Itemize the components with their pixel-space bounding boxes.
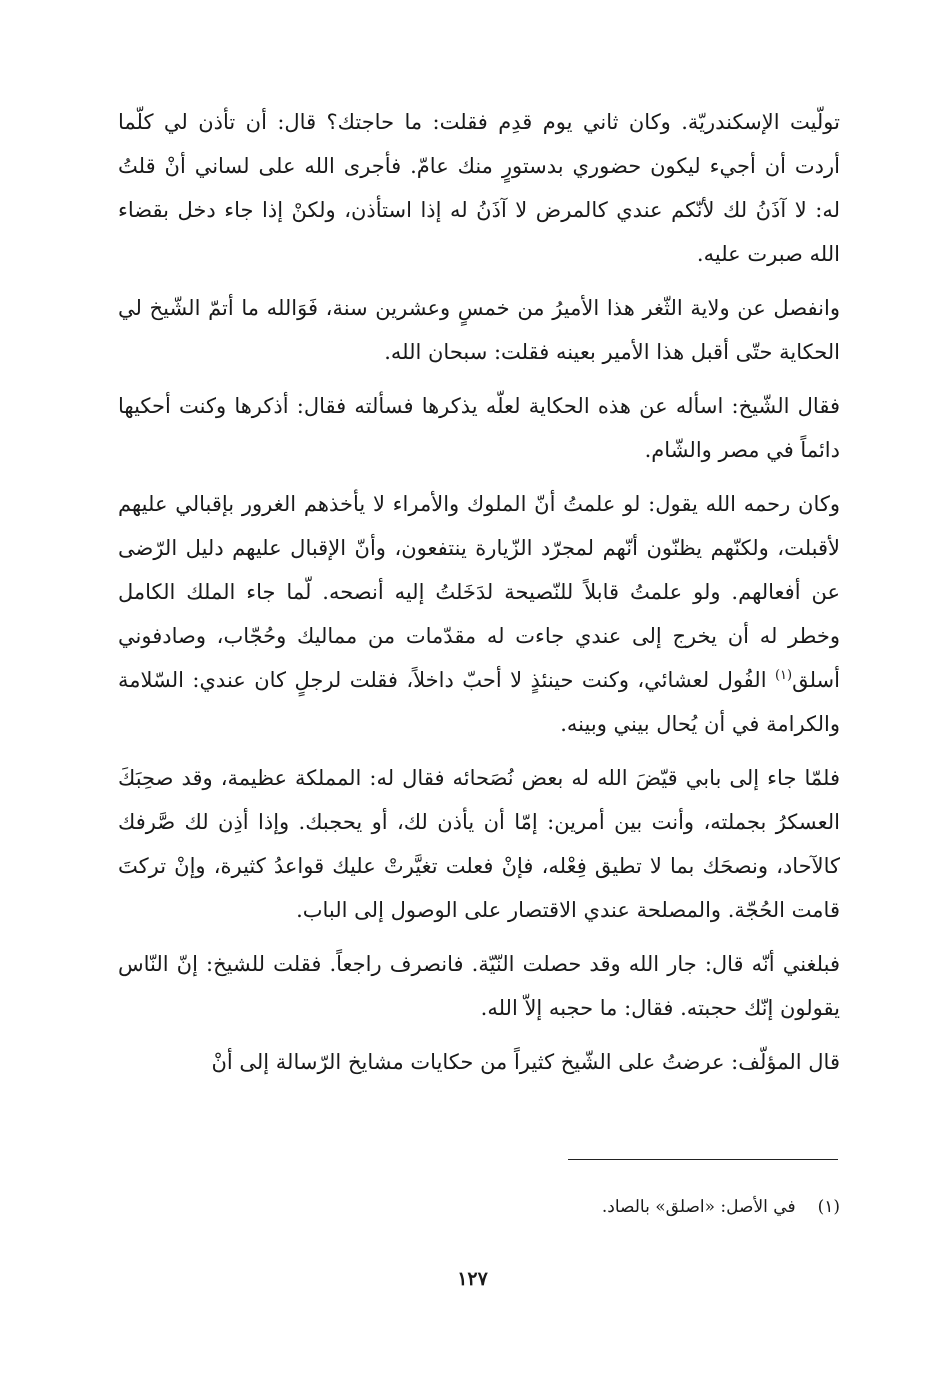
paragraph-text: تولّيت الإسكندريّة. وكان ثاني يوم قدِم فقلت: ما حاجتك؟ قال: أن تأذن لي كلّما أردت أن أجيء ليكون حضوري بدستورٍ منك عامّ. فأجرى الله على لساني أنْ قلتُ له: لا آذَنُ لك لأنّكم عندي كالمرض لا آذَنُ له إذا استأذن، ولكنْ إذا جاء دخل بقضاء الله صبرت عليه. bbox=[118, 110, 840, 266]
paragraph-5 bbox=[118, 756, 840, 932]
paragraph-text: قال المؤلّف: عرضتُ على الشّيخ كثيراً من حكايات مشايخ الرّسالة إلى أنْ bbox=[211, 1050, 840, 1074]
paragraph-text: فلمّا جاء إلى بابي قيّضَ الله له بعض نُصَحائه فقال له: المملكة عظيمة، وقد صحِبَكَ العسكرُ بجملته، وأنت بين أمرين: إمّا أن يأذن لك، أو يحجبك. وإذا أذِن لك صَّرفك كالآحاد، ونصحَك بما لا تطيق فِعْله، فإنْ فعلت تغيَّرتْ عليك قواعدُ كثيرة، وإنْ تركتَ قامت الحُجّة. والمصلحة عندي الاقتصار على الوصول إلى الباب. bbox=[118, 766, 840, 922]
footnote-number: (١) bbox=[817, 1197, 840, 1217]
paragraph-6 bbox=[118, 942, 840, 1030]
paragraph-2 bbox=[118, 286, 840, 374]
page-number: ١٢٧ bbox=[457, 1268, 488, 1290]
body-text bbox=[118, 100, 840, 1094]
footnote-divider bbox=[568, 1159, 838, 1160]
paragraph-text: فبلغني أنّه قال: جار الله وقد حصلت النّيّة. فانصرف راجعاً. فقلت للشيخ: إنّ النّاس يقولون إنّك حجبته. فقال: ما حجبه إلاّ الله. bbox=[118, 952, 840, 1020]
paragraph-3 bbox=[118, 384, 840, 472]
paragraph-4 bbox=[118, 482, 840, 746]
footnote-text: في الأصل: «اصلق» بالصاد. bbox=[601, 1197, 796, 1217]
footnote bbox=[300, 1192, 840, 1222]
paragraph-1 bbox=[118, 100, 840, 276]
paragraph-7 bbox=[118, 1040, 840, 1084]
paragraph-text: وكان رحمه الله يقول: لو علمتُ أنّ الملوك والأمراء لا يأخذهم الغرور بإقبالي عليهم لأقبلت، ولكنّهم يظنّون أنّهم لمجرّد الزّيارة ينتفعون، وأنّ الإقبال عليهم دليل الرّضى عن أفعالهم. ولو علمتُ قابلاً للنّصيحة لدَخَلتُ إليه أنصحه. لّما جاء الملك الكامل وخطر له أن يخرج إلى عندي جاءت له مقدّمات من مماليك وحُجّاب، وصادفوني أسلق bbox=[118, 492, 840, 692]
paragraph-text: فقال الشّيخ: اسأله عن هذه الحكاية لعلّه يذكرها فسألته فقال: أذكرها وكنت أحكيها دائماً في مصر والشّام. bbox=[118, 394, 840, 462]
footnote-reference: (١) bbox=[774, 668, 793, 683]
paragraph-text: وانفصل عن ولاية الثّغر هذا الأميرُ من خمسٍ وعشرين سنة، فَوَالله ما أتمّ الشّيخ لي الحكاية حتّى أقبل هذا الأمير بعينه فقلت: سبحان الله. bbox=[118, 296, 840, 364]
paragraph-text: الفُول لعشائي، وكنت حينئذٍ لا أحبّ داخلاً، فقلت لرجلٍ كان عندي: السّلامة والكرامة في أن يُحال بيني وبينه. bbox=[118, 668, 840, 736]
